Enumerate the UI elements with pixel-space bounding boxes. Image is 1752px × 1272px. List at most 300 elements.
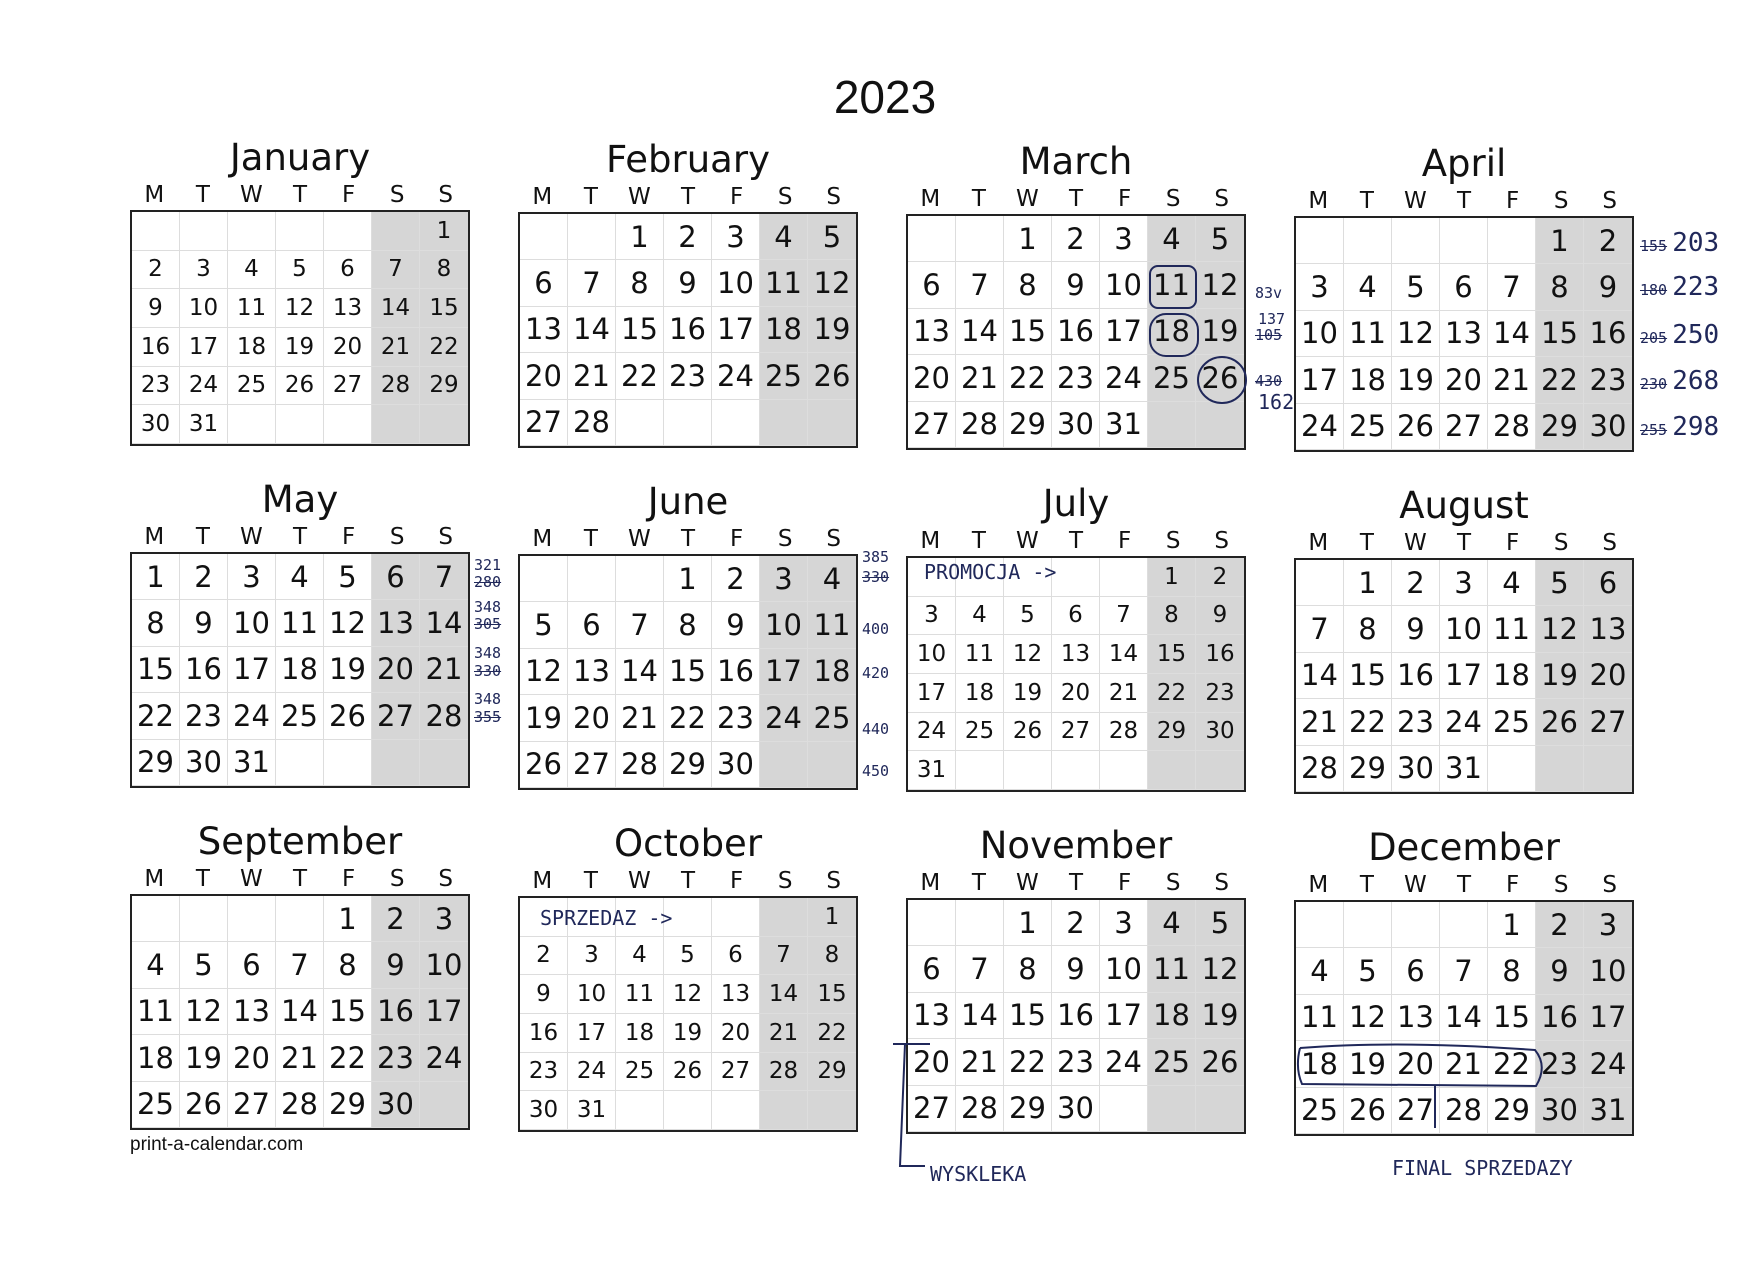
day-cell: 19 xyxy=(1004,674,1052,713)
day-cell: 9 xyxy=(520,975,568,1014)
weekday-label: F xyxy=(1505,530,1520,556)
month-name: August xyxy=(1399,484,1529,527)
day-cell: 10 xyxy=(1440,606,1488,652)
day-cell: 28 xyxy=(420,693,468,739)
day-cell: 18 xyxy=(276,647,324,693)
day-cell: 6 xyxy=(324,251,372,290)
day-cell: 10 xyxy=(228,600,276,646)
day-cell: 24 xyxy=(712,353,760,399)
day-cell: 17 xyxy=(568,1014,616,1053)
day-cell: 26 xyxy=(1344,1088,1392,1134)
day-cell: 1 xyxy=(808,898,856,937)
day-cell: 13 xyxy=(1584,606,1632,652)
day-cell: 5 xyxy=(180,942,228,988)
weekday-label: T xyxy=(1359,188,1374,214)
day-cell: 25 xyxy=(1148,1039,1196,1085)
day-cell: 26 xyxy=(1392,404,1440,450)
day-cell: 11 xyxy=(616,975,664,1014)
day-cell: 2 xyxy=(1196,558,1244,597)
day-cell: 17 xyxy=(1100,309,1148,355)
day-cell: 24 xyxy=(420,1035,468,1081)
day-cell: 13 xyxy=(520,307,568,353)
day-cell: 21 xyxy=(1296,699,1344,745)
day-cell: 19 xyxy=(520,695,568,741)
day-cell: 8 xyxy=(808,937,856,976)
day-cell: 22 xyxy=(808,1014,856,1053)
day-cell: 1 xyxy=(420,212,468,251)
day-cell: 17 xyxy=(908,674,956,713)
weekday-label: T xyxy=(971,870,986,896)
weekday-label: W xyxy=(628,868,651,894)
day-cell: 14 xyxy=(1296,653,1344,699)
day-cell: 8 xyxy=(1148,597,1196,636)
weekday-label: S xyxy=(777,526,793,552)
day-cell: 28 xyxy=(616,742,664,788)
month-name: October xyxy=(613,822,763,865)
day-cell: 25 xyxy=(956,713,1004,752)
day-cell: 10 xyxy=(1296,311,1344,357)
day-cell: 19 xyxy=(1344,1041,1392,1087)
weekday-label: W xyxy=(628,526,651,552)
day-cell: 27 xyxy=(1440,404,1488,450)
day-cell: 29 xyxy=(808,1053,856,1092)
weekday-label: S xyxy=(1214,186,1230,212)
april-note-2-old: 180 xyxy=(1640,281,1668,299)
day-cell: 22 xyxy=(616,353,664,399)
day-cell: 11 xyxy=(1296,995,1344,1041)
day-cell: 30 xyxy=(1052,402,1100,448)
day-cell: 30 xyxy=(712,742,760,788)
day-cell: 2 xyxy=(372,896,420,942)
day-cell: 6 xyxy=(908,946,956,992)
day-cell: 21 xyxy=(956,1039,1004,1085)
weekday-label: F xyxy=(341,524,356,550)
weekday-label: S xyxy=(826,868,842,894)
day-cell: 29 xyxy=(420,367,468,406)
day-cell: 1 xyxy=(1536,218,1584,264)
day-cell: 24 xyxy=(228,693,276,739)
day-cell: 24 xyxy=(1296,404,1344,450)
day-cell: 20 xyxy=(1584,653,1632,699)
day-cell: 26 xyxy=(1536,699,1584,745)
weekday-label: T xyxy=(680,526,696,552)
day-cell: 3 xyxy=(908,597,956,636)
day-cell: 5 xyxy=(1344,948,1392,994)
day-cell: 1 xyxy=(1004,900,1052,946)
day-cell: 20 xyxy=(324,328,372,367)
day-cell: 30 xyxy=(1392,746,1440,792)
day-cell: 24 xyxy=(1100,355,1148,401)
weekday-label: S xyxy=(438,524,454,550)
day-cell: 13 xyxy=(1440,311,1488,357)
march-note-1: 83v xyxy=(1255,284,1283,302)
day-cell: 13 xyxy=(908,309,956,355)
day-cell: 3 xyxy=(1100,216,1148,262)
day-cell: 1 xyxy=(132,554,180,600)
weekday-label: F xyxy=(729,184,744,210)
april-note-1-new: 203 xyxy=(1672,228,1720,258)
day-cell: 14 xyxy=(616,649,664,695)
day-cell: 17 xyxy=(228,647,276,693)
day-cell: 7 xyxy=(956,262,1004,308)
weekday-label: S xyxy=(1165,186,1181,212)
day-cell: 5 xyxy=(1536,560,1584,606)
day-cell: 21 xyxy=(372,328,420,367)
day-cell: 16 xyxy=(132,328,180,367)
day-cell: 15 xyxy=(1148,635,1196,674)
weekday-label: S xyxy=(389,866,405,892)
day-cell: 31 xyxy=(568,1091,616,1130)
day-cell: 11 xyxy=(760,260,808,306)
day-cell: 5 xyxy=(1196,216,1244,262)
day-cell: 28 xyxy=(1100,713,1148,752)
day-cell: 29 xyxy=(132,740,180,786)
month-name: December xyxy=(1368,826,1560,869)
day-cell: 10 xyxy=(568,975,616,1014)
weekday-label: M xyxy=(144,524,165,550)
weekday-label: S xyxy=(1553,872,1569,898)
month-name: July xyxy=(1042,482,1110,525)
day-cell: 6 xyxy=(1052,597,1100,636)
day-cell: 28 xyxy=(956,402,1004,448)
day-cell: 26 xyxy=(808,353,856,399)
weekday-label: T xyxy=(195,866,210,892)
day-cell: 15 xyxy=(324,989,372,1035)
month-name: April xyxy=(1421,142,1507,185)
day-cell: 8 xyxy=(324,942,372,988)
day-cell: 2 xyxy=(1052,900,1100,946)
day-cell: 22 xyxy=(324,1035,372,1081)
day-cell: 20 xyxy=(520,353,568,399)
day-cell: 8 xyxy=(1004,946,1052,992)
day-cell: 27 xyxy=(712,1053,760,1092)
day-cell: 26 xyxy=(1196,355,1244,401)
day-cell: 4 xyxy=(276,554,324,600)
october-sales-note: SPRZEDAZ -> xyxy=(540,906,673,930)
weekday-label: S xyxy=(1165,870,1181,896)
day-cell: 23 xyxy=(1392,699,1440,745)
day-cell: 20 xyxy=(1052,674,1100,713)
day-cell: 19 xyxy=(276,328,324,367)
day-cell: 15 xyxy=(1536,311,1584,357)
day-cell: 9 xyxy=(1536,948,1584,994)
day-cell: 4 xyxy=(1296,948,1344,994)
weekday-label: S xyxy=(1602,188,1618,214)
day-cell: 11 xyxy=(1488,606,1536,652)
day-cell: 2 xyxy=(664,214,712,260)
day-cell: 9 xyxy=(1196,597,1244,636)
day-cell: 26 xyxy=(1196,1039,1244,1085)
day-cell: 21 xyxy=(616,695,664,741)
day-cell: 6 xyxy=(568,602,616,648)
day-cell: 4 xyxy=(1148,216,1196,262)
may-note-1-new: 321 xyxy=(474,556,502,574)
day-cell: 1 xyxy=(616,214,664,260)
day-cell: 28 xyxy=(956,1086,1004,1132)
day-cell: 13 xyxy=(228,989,276,1035)
day-cell: 18 xyxy=(228,328,276,367)
day-cell: 9 xyxy=(1584,264,1632,310)
footer-source: print-a-calendar.com xyxy=(130,1134,304,1155)
month-name: September xyxy=(197,820,403,863)
day-cell: 4 xyxy=(1148,900,1196,946)
weekday-label: T xyxy=(1456,188,1472,214)
day-cell: 24 xyxy=(760,695,808,741)
day-cell: 14 xyxy=(1100,635,1148,674)
day-cell: 25 xyxy=(1344,404,1392,450)
weekday-label: M xyxy=(920,528,941,554)
day-cell: 17 xyxy=(1100,993,1148,1039)
may-note-2-new: 348 xyxy=(474,598,502,616)
day-cell: 30 xyxy=(132,405,180,444)
weekday-label: M xyxy=(920,186,941,212)
weekday-label: T xyxy=(1068,870,1084,896)
may-note-4-new: 348 xyxy=(474,690,502,708)
day-cell: 27 xyxy=(568,742,616,788)
day-cell: 18 xyxy=(1148,309,1196,355)
day-cell: 21 xyxy=(1100,674,1148,713)
day-cell: 26 xyxy=(180,1082,228,1128)
april-note-4-old: 230 xyxy=(1640,375,1668,393)
day-cell: 8 xyxy=(132,600,180,646)
day-cell: 28 xyxy=(1296,746,1344,792)
day-cell: 27 xyxy=(1584,699,1632,745)
march-note-2: 137 xyxy=(1258,310,1286,328)
day-cell: 8 xyxy=(1344,606,1392,652)
day-cell: 16 xyxy=(1052,309,1100,355)
day-cell: 16 xyxy=(1392,653,1440,699)
day-cell: 24 xyxy=(1584,1041,1632,1087)
day-cell: 25 xyxy=(132,1082,180,1128)
day-cell: 31 xyxy=(1440,746,1488,792)
day-cell: 23 xyxy=(712,695,760,741)
weekday-label: S xyxy=(1214,870,1230,896)
month-name: May xyxy=(261,478,339,521)
weekday-label: S xyxy=(1553,530,1569,556)
day-cell: 13 xyxy=(372,600,420,646)
day-cell: 13 xyxy=(908,993,956,1039)
day-cell: 22 xyxy=(1488,1041,1536,1087)
day-cell: 6 xyxy=(1584,560,1632,606)
day-cell: 19 xyxy=(664,1014,712,1053)
day-cell: 12 xyxy=(276,289,324,328)
month-name: November xyxy=(979,824,1173,867)
day-cell: 20 xyxy=(712,1014,760,1053)
day-cell: 9 xyxy=(372,942,420,988)
weekday-label: T xyxy=(1359,530,1374,556)
day-cell: 9 xyxy=(1392,606,1440,652)
march-26-circle xyxy=(1198,357,1246,403)
weekday-label: M xyxy=(1308,530,1329,556)
day-cell: 7 xyxy=(1296,606,1344,652)
day-cell: 7 xyxy=(420,554,468,600)
day-cell: 23 xyxy=(520,1053,568,1092)
weekday-label: W xyxy=(1404,872,1427,898)
june-note-4: 440 xyxy=(862,720,890,738)
day-cell: 7 xyxy=(372,251,420,290)
day-cell: 4 xyxy=(616,937,664,976)
day-cell: 16 xyxy=(664,307,712,353)
day-cell: 23 xyxy=(1052,1039,1100,1085)
day-cell: 18 xyxy=(1488,653,1536,699)
day-cell: 7 xyxy=(1440,948,1488,994)
weekday-label: F xyxy=(1505,872,1520,898)
weekday-label: T xyxy=(971,528,986,554)
day-cell: 27 xyxy=(324,367,372,406)
march-11-box xyxy=(1150,266,1196,308)
day-cell: 12 xyxy=(520,649,568,695)
day-cell: 31 xyxy=(1584,1088,1632,1134)
day-cell: 18 xyxy=(760,307,808,353)
day-cell: 1 xyxy=(1148,558,1196,597)
day-cell: 30 xyxy=(1196,713,1244,752)
day-cell: 21 xyxy=(1440,1041,1488,1087)
day-cell: 5 xyxy=(276,251,324,290)
day-cell: 10 xyxy=(908,635,956,674)
weekday-label: F xyxy=(729,526,744,552)
day-cell: 1 xyxy=(664,556,712,602)
month-name: March xyxy=(1019,140,1133,183)
day-cell: 17 xyxy=(1296,357,1344,403)
weekday-label: T xyxy=(292,524,308,550)
weekday-label: T xyxy=(292,182,308,208)
day-cell: 10 xyxy=(760,602,808,648)
day-cell: 11 xyxy=(808,602,856,648)
day-cell: 15 xyxy=(808,975,856,1014)
day-cell: 28 xyxy=(568,400,616,446)
day-cell: 4 xyxy=(228,251,276,290)
day-cell: 13 xyxy=(1052,635,1100,674)
day-cell: 24 xyxy=(180,367,228,406)
weekday-label: S xyxy=(438,182,454,208)
weekday-label: M xyxy=(144,866,165,892)
day-cell: 14 xyxy=(760,975,808,1014)
day-cell: 25 xyxy=(760,353,808,399)
weekday-label: M xyxy=(532,184,553,210)
day-cell: 10 xyxy=(420,942,468,988)
day-cell: 11 xyxy=(1344,311,1392,357)
day-cell: 12 xyxy=(1196,946,1244,992)
day-cell: 30 xyxy=(1052,1086,1100,1132)
day-cell: 15 xyxy=(1488,995,1536,1041)
may-note-2-old: 305 xyxy=(474,615,502,633)
day-cell: 16 xyxy=(1052,993,1100,1039)
day-cell: 22 xyxy=(132,693,180,739)
day-cell: 16 xyxy=(180,647,228,693)
day-cell: 29 xyxy=(324,1082,372,1128)
day-cell: 12 xyxy=(1196,262,1244,308)
day-cell: 6 xyxy=(520,260,568,306)
day-cell: 2 xyxy=(520,937,568,976)
day-cell: 20 xyxy=(908,1039,956,1085)
day-cell: 7 xyxy=(760,937,808,976)
weekday-label: M xyxy=(1308,872,1329,898)
day-cell: 27 xyxy=(372,693,420,739)
day-cell: 14 xyxy=(956,993,1004,1039)
day-cell: 20 xyxy=(1392,1041,1440,1087)
month-name: February xyxy=(606,138,770,181)
day-cell: 8 xyxy=(420,251,468,290)
may-note-3-new: 348 xyxy=(474,644,502,662)
day-cell: 24 xyxy=(908,713,956,752)
weekday-label: S xyxy=(389,182,405,208)
day-cell: 3 xyxy=(1296,264,1344,310)
weekday-label: T xyxy=(1068,186,1084,212)
weekday-label: F xyxy=(341,866,356,892)
day-cell: 19 xyxy=(1196,309,1244,355)
day-cell: 5 xyxy=(1196,900,1244,946)
day-cell: 2 xyxy=(132,251,180,290)
day-cell: 17 xyxy=(1440,653,1488,699)
december-final-sales-note: FINAL SPRZEDAZY xyxy=(1392,1156,1573,1180)
day-cell: 16 xyxy=(372,989,420,1035)
weekday-label: T xyxy=(971,186,986,212)
day-cell: 9 xyxy=(712,602,760,648)
weekday-label: S xyxy=(1214,528,1230,554)
weekday-label: T xyxy=(583,184,598,210)
day-cell: 18 xyxy=(808,649,856,695)
day-cell: 6 xyxy=(372,554,420,600)
day-cell: 24 xyxy=(1440,699,1488,745)
day-cell: 25 xyxy=(228,367,276,406)
day-cell: 19 xyxy=(180,1035,228,1081)
day-cell: 15 xyxy=(132,647,180,693)
day-cell: 25 xyxy=(808,695,856,741)
day-cell: 9 xyxy=(132,289,180,328)
weekday-label: F xyxy=(729,868,744,894)
day-cell: 14 xyxy=(1440,995,1488,1041)
day-cell: 5 xyxy=(520,602,568,648)
day-cell: 24 xyxy=(568,1053,616,1092)
day-cell: 13 xyxy=(712,975,760,1014)
day-cell: 22 xyxy=(664,695,712,741)
day-cell: 3 xyxy=(228,554,276,600)
may-note-3-old: 330 xyxy=(474,662,502,680)
weekday-label: S xyxy=(1602,872,1618,898)
day-cell: 10 xyxy=(1584,948,1632,994)
day-cell: 2 xyxy=(712,556,760,602)
day-cell: 1 xyxy=(1344,560,1392,606)
day-cell: 22 xyxy=(1344,699,1392,745)
day-cell: 7 xyxy=(1100,597,1148,636)
day-cell: 17 xyxy=(712,307,760,353)
weekday-label: S xyxy=(1165,528,1181,554)
weekday-label: S xyxy=(777,184,793,210)
weekday-label: M xyxy=(532,526,553,552)
day-cell: 16 xyxy=(1536,995,1584,1041)
day-cell: 25 xyxy=(616,1053,664,1092)
day-cell: 21 xyxy=(420,647,468,693)
day-cell: 15 xyxy=(616,307,664,353)
day-cell: 21 xyxy=(956,355,1004,401)
day-cell: 20 xyxy=(372,647,420,693)
day-cell: 24 xyxy=(1100,1039,1148,1085)
day-cell: 28 xyxy=(276,1082,324,1128)
day-cell: 14 xyxy=(956,309,1004,355)
april-note-3-new: 250 xyxy=(1672,320,1720,350)
weekday-label: W xyxy=(1016,528,1039,554)
day-cell: 29 xyxy=(1004,1086,1052,1132)
day-cell: 11 xyxy=(228,289,276,328)
day-cell: 4 xyxy=(1344,264,1392,310)
day-cell: 12 xyxy=(1536,606,1584,652)
day-cell: 5 xyxy=(324,554,372,600)
day-cell: 30 xyxy=(372,1082,420,1128)
day-cell: 11 xyxy=(132,989,180,1035)
day-cell: 3 xyxy=(760,556,808,602)
day-cell: 23 xyxy=(1584,357,1632,403)
weekday-label: W xyxy=(1404,530,1427,556)
